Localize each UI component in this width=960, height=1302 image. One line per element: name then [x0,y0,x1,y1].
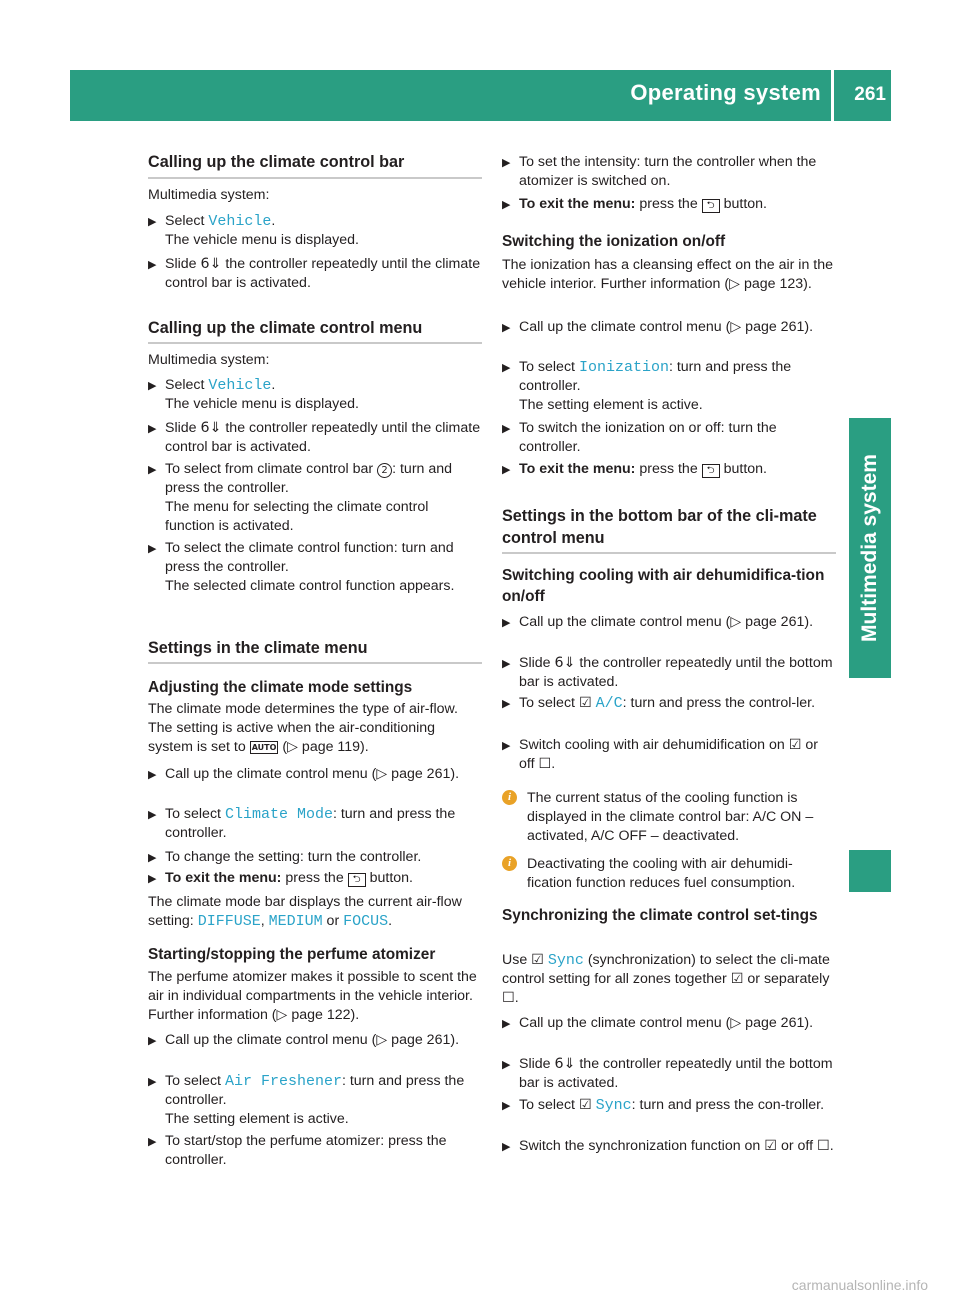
paragraph: The climate mode bar displays the current air-flow setting: DIFFUSE, MEDIUM or FOCUS. [148,894,462,930]
section-title: Settings in the bottom bar of the cli-mate control menu [502,507,817,547]
header-title: Operating system [630,80,821,105]
slide-controller-icon: 6⇓ [554,655,576,671]
step: ▶ To switch the ionization on or off: turn the controller. [502,420,777,455]
side-marker [849,850,891,892]
arrow-icon: ▶ [148,1076,157,1088]
info-note: i The current status of the cooling function is displayed in the climate control bar: A/C ON – activated, A/C OFF – deactivated. [502,789,836,846]
step: ▶ To set the intensity: turn the controller when the atomizer is switched on. [502,154,817,189]
header-divider [831,70,834,121]
arrow-icon: ▶ [502,423,511,435]
checkbox-empty-icon: ☐ [816,1138,830,1154]
arrow-icon: ▶ [502,698,511,710]
step: ▶ To exit the menu: press the ⮌ button. [148,869,482,888]
menu-item-ac: A/C [595,695,623,712]
checkbox-checked-icon: ☑ [788,737,802,753]
step: ▶ To exit the menu: press the ⮌ button. [502,195,836,214]
info-icon: i [502,790,517,805]
arrow-icon: ▶ [502,740,511,752]
arrow-icon: ▶ [502,1141,511,1153]
step: ▶ To select from climate control bar 2 : turn and press the controller. The menu for selecting the climate control function is activated. [148,461,453,534]
info-icon: i [502,856,517,871]
step: ▶ Switch cooling with air dehumidification on ☑ or off ☐. [502,737,818,772]
subsection-title: Adjusting the climate mode settings [148,679,413,696]
checkbox-checked-icon: ☑ [578,1097,592,1113]
step: ▶ Call up the climate control menu (▷ page 261). [502,318,836,337]
step: ▶ Call up the climate control menu (▷ page 261). [148,1031,482,1050]
subsection-title: Starting/stopping the perfume atomizer [148,946,436,963]
checkbox-checked-icon: ☑ [730,971,744,987]
circled-number-icon: 2 [377,463,392,478]
arrow-icon: ▶ [502,157,511,169]
menu-item-air-freshener: Air Freshener [224,1073,342,1090]
step: ▶ Select Vehicle. The vehicle menu is displayed. [148,213,359,248]
arrow-icon: ▶ [502,322,511,334]
arrow-icon: ▶ [502,1018,511,1030]
arrow-icon: ▶ [502,464,511,476]
arrow-icon: ▶ [148,380,157,392]
paragraph: The climate mode determines the type of air-flow. The setting is active when the air-conditioning system is set to AUTO (▷ page 119). [148,701,458,755]
step: ▶ To select Ionization: turn and press the controller. The setting element is active. [502,359,792,413]
step: ▶ To select ☑ A/C: turn and press the control-ler. [502,695,816,712]
back-button-icon: ⮌ [702,464,720,478]
subsection-title: Synchronizing the climate control set-tings [502,907,818,924]
section-title: Calling up the climate control menu [148,319,423,337]
page-number: 261 [854,84,886,105]
arrow-icon: ▶ [148,423,157,435]
arrow-icon: ▶ [148,1136,157,1148]
arrow-icon: ▶ [148,216,157,228]
arrow-icon: ▶ [148,852,157,864]
step: ▶ Slide 6⇓ the controller repeatedly until the bottom bar is activated. [502,1056,833,1091]
checkbox-checked-icon: ☑ [764,1138,778,1154]
step: ▶ Call up the climate control menu (▷ page 261). [502,1014,836,1033]
step: ▶ Call up the climate control menu (▷ page 261). [502,613,836,632]
arrow-icon: ▶ [148,1035,157,1047]
arrow-icon: ▶ [148,769,157,781]
watermark: carmanualsonline.info [791,1277,928,1293]
arrow-icon: ▶ [502,199,511,211]
back-button-icon: ⮌ [702,199,720,213]
step: ▶ Slide 6⇓ the controller repeatedly until the climate control bar is activated. [148,256,481,291]
menu-item-sync: Sync [547,952,584,969]
arrow-icon: ▶ [502,1100,511,1112]
step: ▶ To start/stop the perfume atomizer: press the controller. [148,1133,447,1168]
arrow-icon: ▶ [148,543,157,555]
slide-controller-icon: 6⇓ [554,1056,576,1072]
slide-controller-icon: 6⇓ [200,256,222,272]
paragraph: The perfume atomizer makes it possible to scent the air in individual compartments in the vehicle interior. Further information (▷ page 122). [148,969,477,1023]
step: ▶ To select the climate control function: turn and press the controller. The selected climate control function appears. [148,540,455,594]
menu-item-ionization: Ionization [578,359,669,376]
subsection-title: Switching cooling with air dehumidifica-tion on/off [502,567,825,605]
page-header [70,70,891,121]
checkbox-empty-icon: ☐ [538,756,552,772]
slide-controller-icon: 6⇓ [200,420,222,436]
subsection-title: Switching the ionization on/off [502,233,726,250]
section-rule [148,177,482,179]
arrow-icon: ▶ [502,1059,511,1071]
paragraph: Multimedia system: [148,187,270,203]
side-tab-label: Multimedia system [858,454,881,642]
arrow-icon: ▶ [502,617,511,629]
auto-icon: AUTO [251,743,277,752]
section-rule [502,552,836,554]
arrow-icon: ▶ [502,362,511,374]
paragraph: The ionization has a cleansing effect on the air in the vehicle interior. Further information (▷ page 123). [502,257,833,292]
back-button-icon: ⮌ [348,873,366,887]
section-title: Calling up the climate control bar [148,153,405,171]
section-rule [148,662,482,664]
checkbox-checked-icon: ☑ [531,952,544,968]
checkbox-empty-icon: ☐ [502,990,515,1006]
step: ▶ To select Climate Mode: turn and press the controller. [148,806,456,841]
section-rule [148,342,482,344]
menu-item-vehicle: Vehicle [208,213,272,230]
step: ▶ To select ☑ Sync: turn and press the con-troller. [502,1097,825,1114]
arrow-icon: ▶ [148,873,157,885]
arrow-icon: ▶ [148,259,157,271]
step: ▶ To exit the menu: press the ⮌ button. [502,460,836,479]
step: ▶ Switch the synchronization function on ☑ or off ☐. [502,1137,836,1156]
menu-item-sync: Sync [595,1097,632,1114]
checkbox-checked-icon: ☑ [578,695,592,711]
step: ▶ Slide 6⇓ the controller repeatedly until the bottom bar is activated. [502,655,833,690]
arrow-icon: ▶ [148,464,157,476]
menu-item-climate-mode: Climate Mode [224,806,333,823]
info-note: i Deactivating the cooling with air dehumidi-fication function reduces fuel consumption. [502,855,836,893]
step: ▶ Select Vehicle. The vehicle menu is displayed. [148,377,359,412]
step: ▶ Call up the climate control menu (▷ page 261). [148,765,482,784]
paragraph: Multimedia system: [148,352,270,368]
arrow-icon: ▶ [502,658,511,670]
step: ▶ Slide 6⇓ the controller repeatedly until the climate control bar is activated. [148,420,481,455]
arrow-icon: ▶ [148,809,157,821]
step: ▶ To select Air Freshener: turn and press the controller. The setting element is active. [148,1073,465,1127]
paragraph: Use ☑ Sync (synchronization) to select the cli-mate control setting for all zones together ☑ or separately ☐. [502,952,830,1006]
side-tab [849,418,891,678]
section-title: Settings in the climate menu [148,639,368,657]
menu-item-vehicle: Vehicle [208,377,272,394]
step: ▶ To change the setting: turn the controller. [148,848,482,867]
